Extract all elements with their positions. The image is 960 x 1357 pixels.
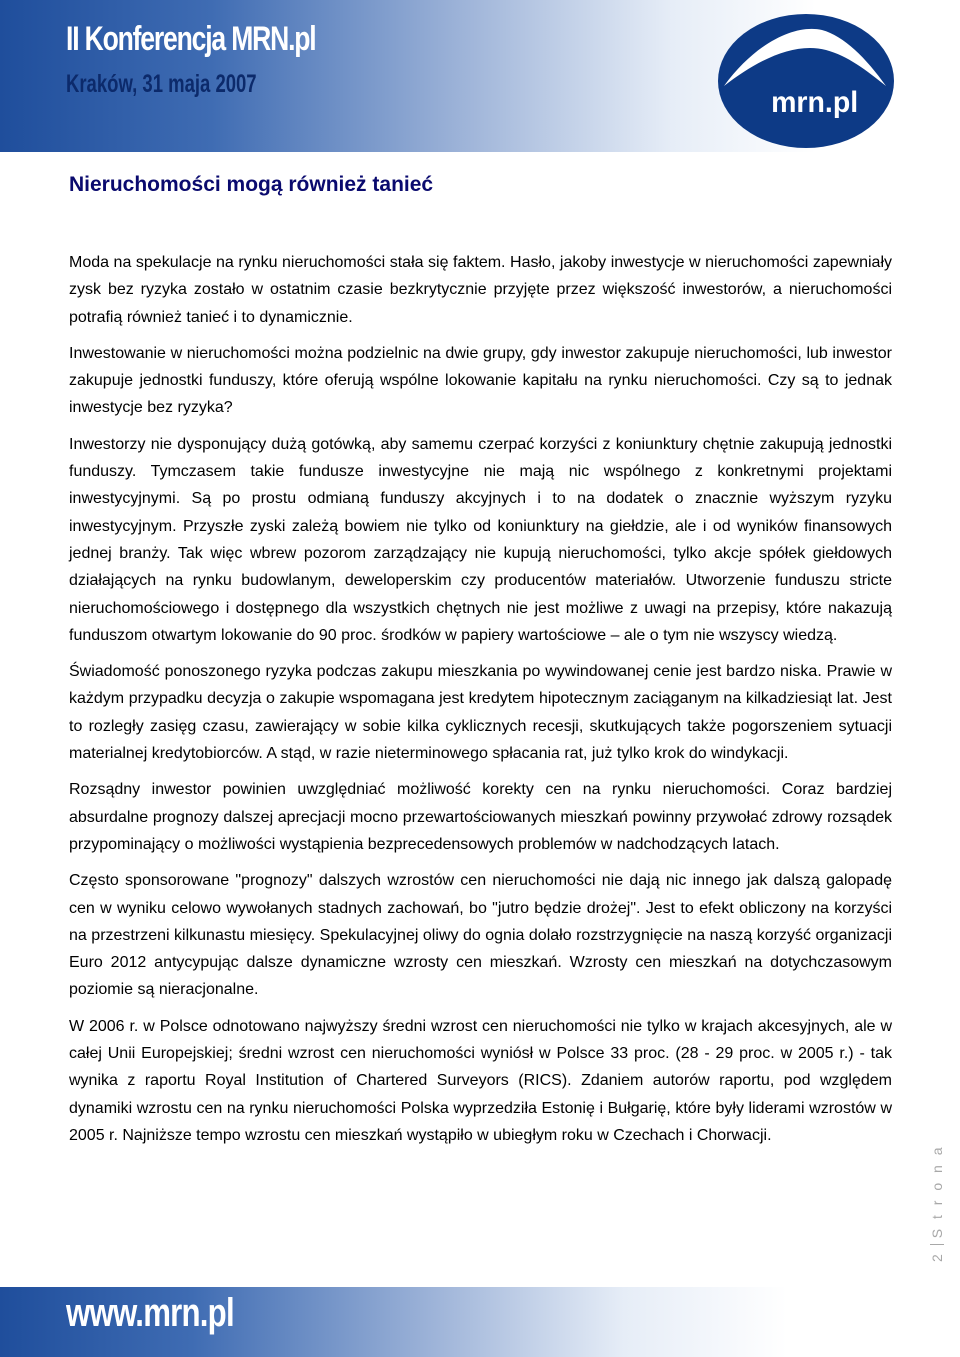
document-title: Nieruchomości mogą również tanieć — [69, 173, 434, 196]
paragraph: Inwestowanie w nieruchomości można podzielnic na dwie grupy, gdy inwestor zakupuje nieruchomości, lub inwestor zakupuje jednostki funduszy, które oferują wspólne lokowanie kapitału na rynku nieruchomości. Czy są to jednak inwestycje bez ryzyka? — [69, 344, 892, 417]
page-number: 2 — [929, 1251, 945, 1262]
paragraph: Rozsądny inwestor powinien uwzględniać możliwość korekty cen na rynku nieruchomości. Coraz bardziej absurdalne prognozy dalszej aprecjacji mocno przewartościowanych mieszkań powinny przywołać zdrowy rozsądek przypominający o możliwości wystąpienia bezprecedensowych problemów w nadchodzących latach. — [69, 781, 892, 853]
footer-url[interactable]: www.mrn.pl — [66, 1291, 234, 1335]
logo-text: mrn.pl — [771, 86, 859, 120]
paragraph: Często sponsorowane "prognozy" dalszych wzrostów cen nieruchomości nie dają nic innego jak dalszą galopadę cen w wyniku celowo wywołanych stadnych zachowań, bo "jutro będzie drożej". Jest to efekt obliczony na korzyści na przestrzeni kilkunastu miesięcy. Spekulacyjnej oliwy do ognia dolało rozstrzygnięcie na naszą korzyść organizacji Euro 2012 antycypując dalsze dynamiczne wzrosty cen mieszkań. Wzrosty cen mieszkań na dotychczasowym poziomie są nieracjonalne. — [69, 872, 892, 999]
conference-place-date: Kraków, 31 maja 2007 — [66, 70, 257, 98]
footer-banner — [0, 1287, 960, 1357]
page-separator — [930, 1244, 944, 1245]
document-body — [69, 170, 892, 1158]
paragraph: Moda na spekulacje na rynku nieruchomości stała się faktem. Hasło, jakoby inwestycje w nieruchomości zapewniały zysk bez ryzyka zostało w ostatnim czasie bezkrytycznie przyjęte przez większość inwestorów, a nieruchomości potrafią również tanieć i to dynamicznie. — [69, 254, 892, 326]
paragraph-list — [69, 249, 892, 1149]
paragraph: W 2006 r. w Polsce odnotowano najwyższy średni wzrost cen nieruchomości nie tylko w krajach akcesyjnych, ale w całej Unii Europejskiej; średni wzrost cen nieruchomości wyniósł w Polsce 33 proc. (28 - 29 proc. w 2005 r.) - tak wynika z raportu Royal Institution of Chartered Surveyors (RICS). Zdaniem autorów raportu, pod względem dynamiki wzrostu cen na rynku nieruchomości Polska wyprzedziła Estonię i Bułgarię, które były liderami wzrostów w 2005 r. Najniższe tempo wzrostu cen mieszkań wystąpiło w ubiegłym roku w Czechach i Chorwacji. — [69, 1017, 892, 1144]
paragraph: Świadomość ponoszonego ryzyka podczas zakupu mieszkania po wywindowanej cenie jest bardzo niska. Prawie w każdym przypadku decyzja o zakupie wspomagana jest kredytem hipotecznym zaciąganym na kilkadziesiąt lat. Jest to rozległy zasięg czasu, zawierający w sobie kilka cyklicznych recesji, skutkujących także pogorszeniem sytuacji materialnej kredytobiorców. A stąd, w razie nieterminowego spłacania rat, już tylko krok do windykacji. — [69, 663, 892, 763]
conference-title: II Konferencja MRN.pl — [66, 20, 316, 58]
page-number-marker — [927, 1144, 957, 1262]
header-banner — [0, 0, 960, 152]
mrn-logo — [716, 12, 896, 150]
page-label: S t r o n a — [929, 1144, 945, 1239]
paragraph: Inwestorzy nie dysponujący dużą gotówką, aby samemu czerpać korzyści z koniunktury chętnie zakupują jednostki funduszy. Tymczasem takie fundusze inwestycyjne nie mają nic wspólnego z konkretnymi projektami inwestycyjnymi. Są po prostu odmianą funduszy akcyjnych i to na dodatek o znacznie wyższym ryzyku inwestycyjnym. Przyszłe zyski zależą bowiem nie tylko od koniunktury na giełdzie, ale i od wyników finansowych jednej branży. Tak więc wbrew pozorom zarządzający nie kupują nieruchomości, tylko akcje spółek giełdowych działających na rynku budowlanym, deweloperskim czy producentów materiałów. Utworzenie funduszu stricte nieruchomościowego i dostępnego dla wszystkich chętnych nie jest możliwe z uwagi na przepisy, które nakazują funduszom otwartym lokowanie do 90 proc. środków w papiery wartościowe – ale o tym nie wszyscy wiedzą. — [69, 435, 892, 644]
